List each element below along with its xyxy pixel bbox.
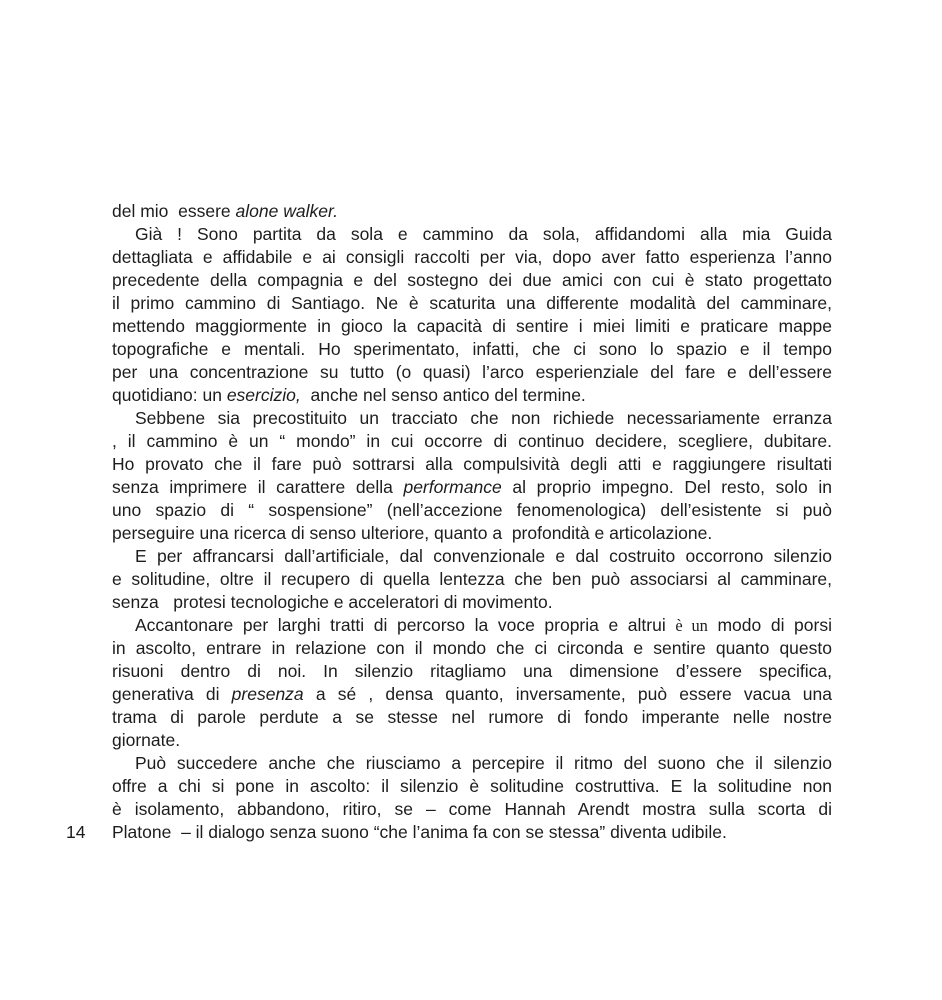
body-text: è isolamento, abbandono, ritiro, se – come Hannah Arendt mostra sulla scorta di <box>112 799 832 819</box>
body-text: per una concentrazione su tutto (o quasi) l’arco esperienziale del fare e dell’essere <box>112 362 832 382</box>
body-text: e solitudine, oltre il recupero di quella lentezza che ben può associarsi al camminare, <box>112 569 832 589</box>
paragraph <box>112 545 832 614</box>
body-text: mettendo maggiormente in gioco la capacità di sentire i miei limiti e praticare mappe <box>112 316 832 336</box>
paragraph <box>112 200 832 223</box>
italic-text: esercizio, <box>226 385 301 405</box>
text-line <box>112 223 832 246</box>
text-line <box>112 637 832 660</box>
text-line <box>112 200 832 223</box>
body-text: offre a chi si pone in ascolto: il silenzio è solitudine costruttiva. E la solitudine non <box>112 776 832 796</box>
text-line <box>112 246 832 269</box>
text-line <box>112 476 832 499</box>
text-block <box>112 200 832 844</box>
text-line <box>112 453 832 476</box>
body-text: topografiche e mentali. Ho sperimentato, infatti, che ci sono lo spazio e il tempo <box>112 339 832 359</box>
text-line <box>112 752 832 775</box>
text-line <box>112 430 832 453</box>
body-text: giornate. <box>112 730 181 750</box>
body-text: al proprio impegno. Del resto, solo in <box>501 477 832 497</box>
text-line <box>112 315 832 338</box>
text-line <box>112 269 832 292</box>
text-line <box>112 729 832 752</box>
text-line <box>112 384 832 407</box>
body-text: dettagliata e affidabile e ai consigli raccolti per via, dopo aver fatto esperienza l’anno <box>112 247 832 267</box>
body-text: in ascolto, entrare in relazione con il mondo che ci circonda e sentire quanto questo <box>112 638 832 658</box>
text-line <box>112 614 832 637</box>
paragraph <box>112 223 832 407</box>
body-text: Già ! Sono partita da sola e cammino da sola, affidandomi alla mia Guida <box>135 224 832 244</box>
text-line <box>112 821 832 844</box>
body-text: il primo cammino di Santiago. Ne è scaturita una differente modalità del camminare, <box>112 293 832 313</box>
paragraph <box>112 614 832 752</box>
body-text: uno spazio di “ sospensione” (nell’accezione fenomenologica) dell’esistente si può <box>112 500 832 520</box>
text-line <box>112 683 832 706</box>
body-text: , il cammino è un “ mondo” in cui occorre di continuo decidere, scegliere, dubitare. <box>112 431 832 451</box>
body-text: generativa di <box>112 684 232 704</box>
text-line <box>112 775 832 798</box>
body-text: Può succedere anche che riusciamo a percepire il ritmo del suono che il silenzio <box>135 753 832 773</box>
body-text: Platone – il dialogo senza suono “che l’anima fa con se stessa” diventa udibile. <box>112 822 727 842</box>
body-text: senza imprimere il carattere della <box>112 477 404 497</box>
body-text: modo di porsi <box>707 615 832 635</box>
text-line <box>112 292 832 315</box>
text-line <box>112 706 832 729</box>
page-number: 14 <box>66 822 86 842</box>
text-line <box>112 591 832 614</box>
body-text: del mio essere <box>112 201 236 221</box>
text-line <box>112 660 832 683</box>
body-text: a sé , densa quanto, inversamente, può essere vacua una <box>303 684 832 704</box>
text-line <box>112 361 832 384</box>
paragraph <box>112 407 832 545</box>
body-text: Accantonare per larghi tratti di percorso la voce propria e altrui <box>135 615 676 635</box>
body-text: Sebbene sia precostituito un tracciato che non richiede necessariamente erranza <box>135 408 832 428</box>
italic-text: performance <box>403 477 502 497</box>
body-text: precedente della compagnia e del sostegno dei due amici con cui è stato progettato <box>112 270 832 290</box>
text-line <box>112 798 832 821</box>
text-line <box>112 338 832 361</box>
text-line <box>112 522 832 545</box>
text-line <box>112 545 832 568</box>
body-text: perseguire una ricerca di senso ulteriore, quanto a profondità e articolazione. <box>112 523 713 543</box>
body-text: E per affrancarsi dall’artificiale, dal convenzionale e dal costruito occorrono silenzio <box>135 546 832 566</box>
body-text: quotidiano: un <box>112 385 227 405</box>
text-line <box>112 568 832 591</box>
text-line <box>112 407 832 430</box>
italic-text: alone walker. <box>235 201 338 221</box>
body-text: senza protesi tecnologiche e acceleratori di movimento. <box>112 592 553 612</box>
body-text: trama di parole perdute a se stesse nel rumore di fondo imperante nelle nostre <box>112 707 832 727</box>
body-text: anche nel senso antico del termine. <box>300 385 586 405</box>
paragraph <box>112 752 832 844</box>
text-line <box>112 499 832 522</box>
serif-text: è un <box>675 616 708 635</box>
body-text: Ho provato che il fare può sottrarsi alla compulsività degli atti e raggiungere risultati <box>112 454 832 474</box>
italic-text: presenza <box>231 684 304 704</box>
body-text: risuoni dentro di noi. In silenzio ritagliamo una dimensione d’essere specifica, <box>112 661 832 681</box>
